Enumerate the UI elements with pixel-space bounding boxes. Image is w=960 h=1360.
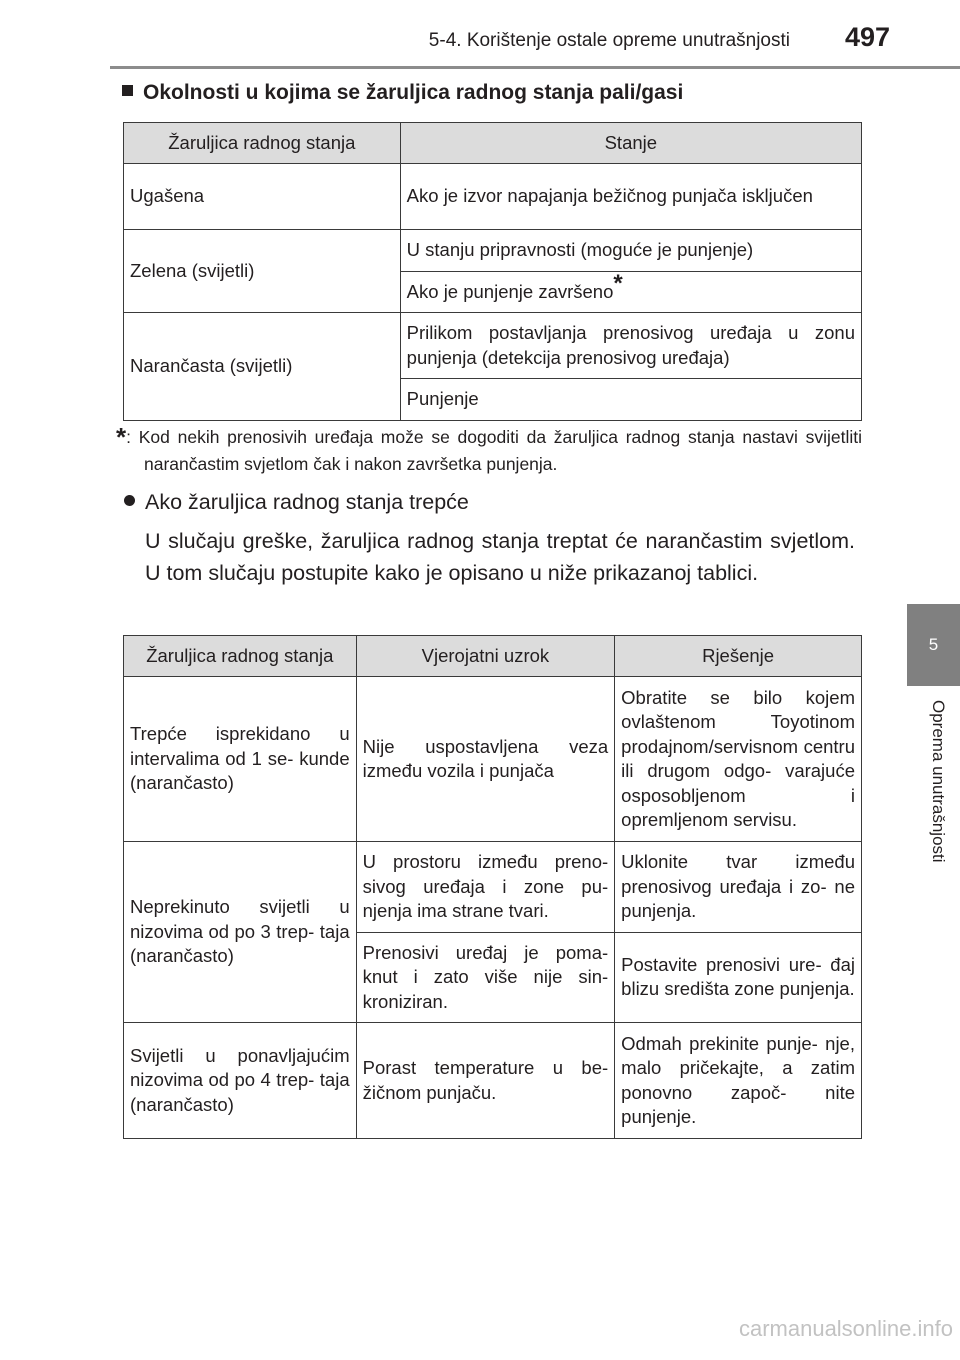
- bullet-paragraph: U slučaju greške, žaruljica radnog stanja treptat će narančastim svjetlom. U tom slučaju postupite kako je opisano u niže prikazanoj tablici.: [145, 529, 855, 585]
- footnote-text: : Kod nekih prenosivih uređaja može se dogoditi da žaruljica radnog stanja nastavi svijetliti narančastim svjetlom čak i nakon završetka punjenja.: [126, 427, 862, 474]
- column-header: Rješenje: [615, 636, 862, 677]
- cause-cell: Nije uspostavljena veza između vozila i punjača: [356, 677, 615, 842]
- watermark: carmanualsonline.info: [738, 1316, 953, 1341]
- state-cell: Punjenje: [400, 379, 861, 421]
- status-lamp-table: [123, 122, 862, 421]
- table-header-row: [124, 636, 862, 677]
- bullet-heading: [124, 488, 864, 516]
- column-header: Žaruljica radnog stanja: [124, 636, 357, 677]
- state-cell: Prilikom postavljanja prenosivog uređaja u zonu punjenja (detekcija prenosivog uređaja): [400, 313, 861, 379]
- column-header: Vjerojatni uzrok: [356, 636, 615, 677]
- solution-cell: Odmah prekinite punje- nje, malo pričekajte, a zatim ponovno započ- nite punjenje.: [615, 1023, 862, 1139]
- footnote-marker: *: [116, 422, 127, 452]
- column-header: Stanje: [400, 123, 861, 164]
- lamp-cell: Neprekinuto svijetli u nizovima od po 3 trep- taja (narančasto): [124, 842, 357, 1023]
- lamp-cell: Ugašena: [124, 164, 401, 230]
- section-heading: [122, 80, 862, 106]
- table-row: [124, 164, 862, 230]
- table-row: [124, 230, 862, 272]
- table-row: [124, 677, 862, 842]
- bullet-heading-text: Ako žaruljica radnog stanja trepće: [145, 490, 469, 514]
- chapter-tab-number: 5: [928, 635, 939, 654]
- solution-cell: Obratite se bilo kojem ovlaštenom Toyotinom prodajnom/servisnom centru ili drugom odgo- varajuće osposobljenom i opremljenom servisu.: [615, 677, 862, 842]
- table-header-row: [124, 123, 862, 164]
- state-text: Ako je punjenje završeno: [406, 280, 614, 302]
- page-number: 497: [844, 22, 890, 52]
- lamp-cell: Narančasta (svijetli): [124, 313, 401, 421]
- troubleshooting-table: [123, 635, 862, 1139]
- lamp-cell: Zelena (svijetli): [124, 230, 401, 313]
- square-bullet-icon: [122, 85, 133, 96]
- cause-cell: U prostoru između preno- sivog uređaja i zone pu- njenja ima strane tvari.: [356, 842, 615, 933]
- table-row: [124, 842, 862, 933]
- lamp-cell: Svijetli u ponavljajućim nizovima od po 4 trep- taja (narančasto): [124, 1023, 357, 1139]
- round-bullet-icon: [124, 495, 135, 506]
- footnote-asterisk: *: [613, 269, 623, 297]
- table-row: [124, 1023, 862, 1139]
- state-cell: U stanju pripravnosti (moguće je punjenje): [400, 230, 861, 272]
- section-heading-text: Okolnosti u kojima se žaruljica radnog stanja pali/gasi: [143, 81, 684, 104]
- chapter-title: 5-4. Korištenje ostale opreme unutrašnjosti: [428, 30, 790, 51]
- column-header: Žaruljica radnog stanja: [124, 123, 401, 164]
- table-row: [124, 313, 862, 379]
- cause-cell: Prenosivi uređaj je poma- knut i zato više nije sin- kroniziran.: [356, 932, 615, 1023]
- chapter-tab-label: Oprema unutrašnjosti: [929, 700, 948, 863]
- footnote: [116, 424, 862, 478]
- header-divider: [110, 66, 960, 69]
- solution-cell: Uklonite tvar između prenosivog uređaja i zo- ne punjenja.: [615, 842, 862, 933]
- lamp-cell: Trepće isprekidano u intervalima od 1 se- kunde (narančasto): [124, 677, 357, 842]
- chapter-tab: [907, 604, 960, 686]
- state-cell: [400, 271, 861, 313]
- state-cell: Ako je izvor napajanja bežičnog punjača isključen: [400, 164, 861, 230]
- cause-cell: Porast temperature u be- žičnom punjaču.: [356, 1023, 615, 1139]
- solution-cell: Postavite prenosivi ure- đaj blizu središta zone punjenja.: [615, 932, 862, 1023]
